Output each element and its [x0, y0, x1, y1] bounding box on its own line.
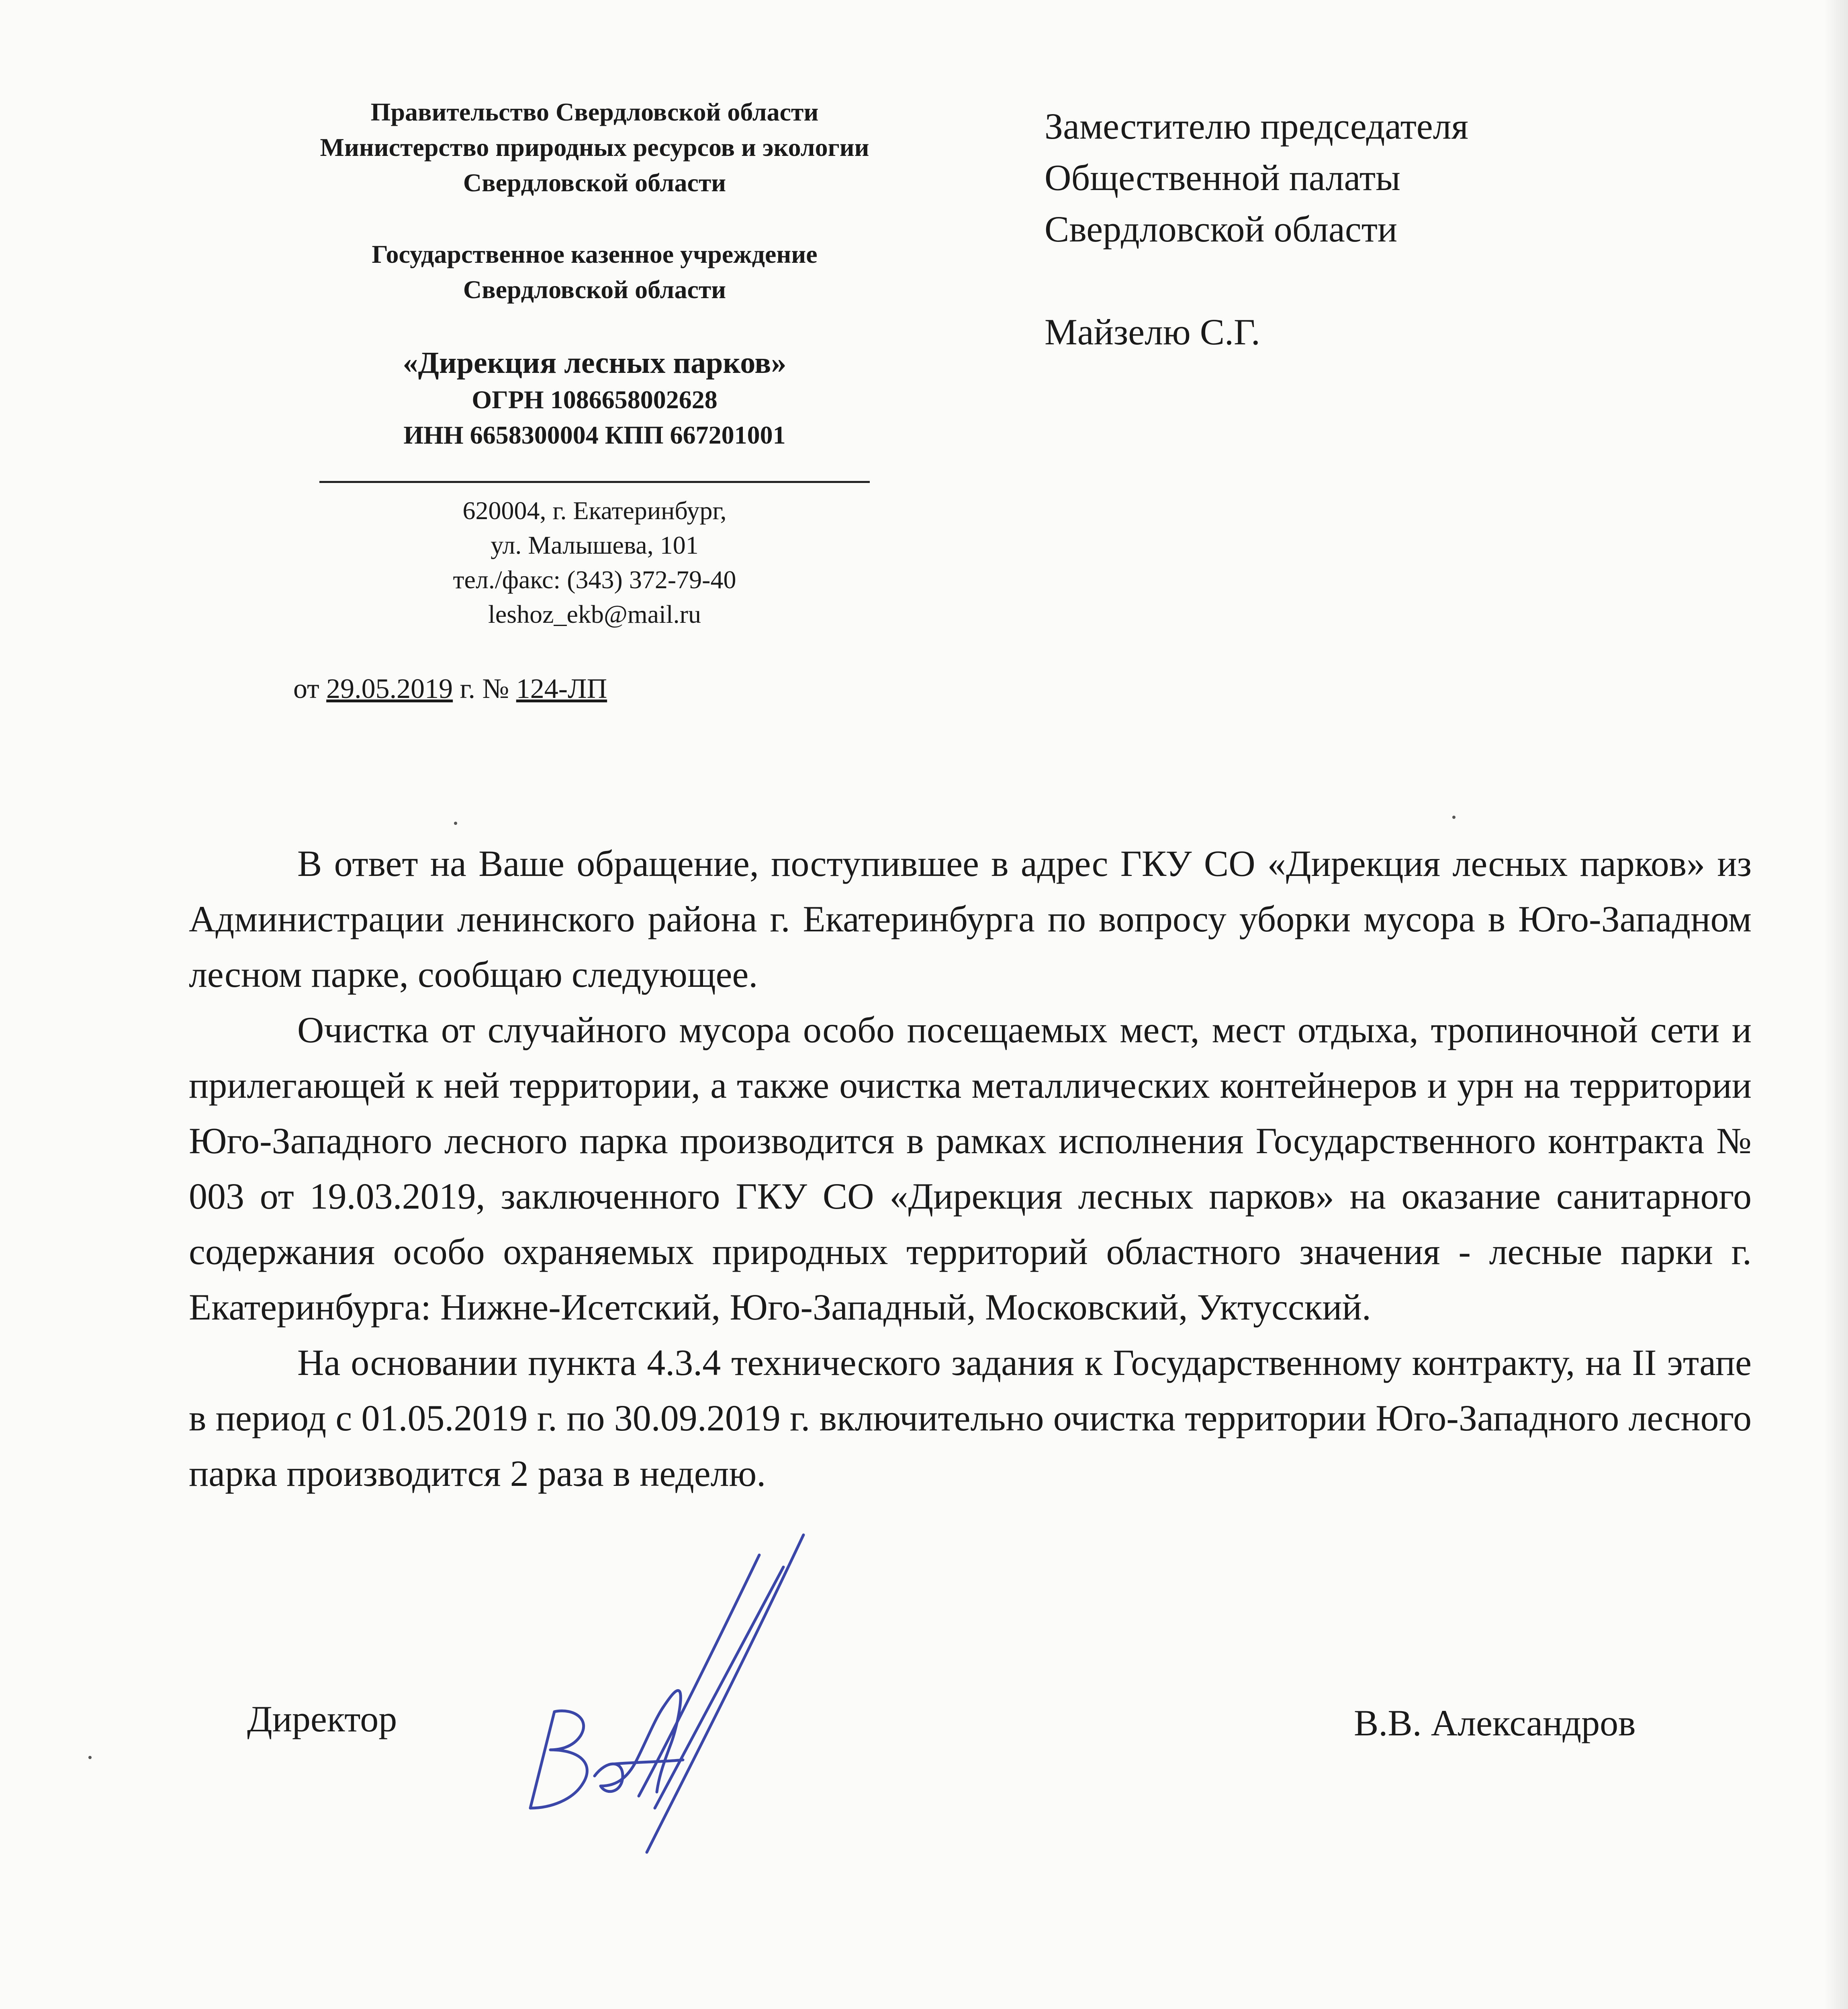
- letterhead-phone-fax: тел./факс: (343) 372-79-40: [453, 565, 736, 594]
- recipient-block: [1045, 100, 1468, 358]
- recipient-line2: Общественной палаты: [1045, 157, 1400, 198]
- letterhead-address-line2: ул. Малышева, 101: [491, 531, 699, 559]
- body-paragraph-1: В ответ на Ваше обращение, поступившее в адрес ГКУ СО «Дирекция лесных парков» из Администрации ленинского района г. Екатеринбурга по вопросу уборки мусора в Юго-Западном лесном парке, сообщаю следующее.: [189, 843, 1752, 995]
- letterhead-inn-kpp: ИНН 6658300004 КПП 667201001: [403, 421, 786, 449]
- recipient-line1: Заместителю председателя: [1045, 106, 1468, 147]
- letterhead-ogrn: ОГРН 1086658002628: [472, 385, 718, 414]
- reference-middle: г. №: [453, 673, 516, 704]
- letterhead-ministry-line2: Свердловской области: [463, 168, 726, 197]
- letterhead-email: leshoz_ekb@mail.ru: [488, 600, 701, 628]
- letterhead-institution-line1: Государственное казенное учреждение: [372, 240, 818, 268]
- letterhead-divider: [319, 481, 870, 483]
- recipient-line3: Свердловской области: [1045, 209, 1398, 250]
- body-paragraph-2: Очистка от случайного мусора особо посещаемых мест, мест отдыха, тропиночной сети и прилегающей к ней территории, а также очистка металлических контейнеров и урн на территории Юго-Западного лесного парка производится в рамках исполнения Государственного контракта № 003 от 19.03.2019, заключенного ГКУ СО «Дирекция лесных парков» на оказание санитарного содержания особо охраняемых природных территорий областного значения - лесные парки г. Екатеринбурга: Нижне-Исетский, Юго-Западный, Московский, Уктусский.: [189, 1009, 1752, 1328]
- document-reference: [293, 673, 607, 705]
- body-paragraph-3: На основании пункта 4.3.4 технического задания к Государственному контракту, на II этапе в период с 01.05.2019 г. по 30.09.2019 г. включительно очистка территории Юго-Западного лесного парка производится 2 раза в неделю.: [189, 1342, 1752, 1494]
- signatory-name: В.В. Александров: [1354, 1702, 1636, 1743]
- letterhead-ministry-line1: Министерство природных ресурсов и экологии: [320, 133, 869, 162]
- letterhead-org-name: «Дирекция лесных парков»: [403, 346, 787, 380]
- letter-body: [189, 836, 1752, 1501]
- letterhead: [257, 94, 932, 632]
- letterhead-institution-line2: Свердловской области: [463, 275, 726, 304]
- scan-speck: [454, 822, 457, 825]
- recipient-name: Майзелю С.Г.: [1045, 311, 1260, 352]
- letterhead-government: Правительство Свердловской области: [370, 98, 819, 126]
- signatory-title: Директор: [247, 1698, 397, 1739]
- handwritten-signature: [494, 1519, 888, 1880]
- signature-strokes: [530, 1535, 803, 1852]
- letterhead-address-line1: 620004, г. Екатеринбург,: [462, 496, 727, 525]
- scan-speck: [88, 1756, 92, 1759]
- scan-speck: [1452, 816, 1456, 819]
- page-edge-shadow: [1824, 0, 1848, 2009]
- reference-date: 29.05.2019: [326, 673, 453, 704]
- reference-number: 124-ЛП: [516, 673, 607, 704]
- reference-prefix: от: [293, 673, 327, 704]
